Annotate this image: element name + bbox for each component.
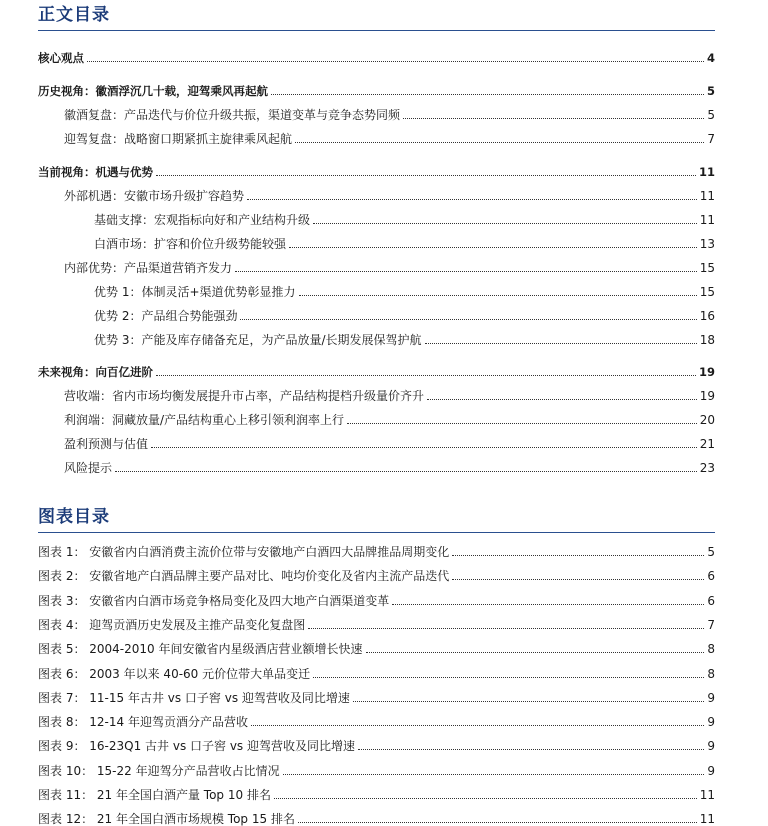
toc-entry[interactable] xyxy=(38,357,715,379)
dot-leader xyxy=(251,724,704,726)
entry-label: 徽酒复盘：产品迭代与价位升级共振，渠道变革与竞争态势同频 xyxy=(64,108,401,122)
entry-label: 优势 1：体制灵活+渠道优势彰显推力 xyxy=(94,285,296,299)
entry-label: 优势 3：产能及库存储备充足，为产品放量/长期发展保驾护航 xyxy=(94,333,422,347)
dot-leader xyxy=(425,342,697,344)
dot-leader xyxy=(156,374,696,376)
entry-page-number: 11 xyxy=(698,165,715,179)
entry-label: 利润端：洞藏放量/产品结构重心上移引领利润率上行 xyxy=(64,413,345,427)
dot-leader xyxy=(298,821,697,823)
entry-page-number: 15 xyxy=(699,261,715,275)
entry-page-number: 9 xyxy=(707,763,715,778)
entry-page-number: 18 xyxy=(699,333,715,347)
figure-entry[interactable] xyxy=(38,731,715,753)
entry-page-number: 16 xyxy=(699,309,715,323)
toc-entry[interactable] xyxy=(38,229,715,251)
entry-label: 图表 8： 12-14 年迎驾贡酒分产品营收 xyxy=(38,715,248,730)
entry-label: 核心观点 xyxy=(38,51,84,65)
entry-page-number: 5 xyxy=(707,108,715,122)
dot-leader xyxy=(235,270,697,272)
entry-label: 图表 5： 2004-2010 年间安徽省内星级酒店营业额增长快速 xyxy=(38,642,363,657)
dot-leader xyxy=(347,422,697,424)
entry-page-number: 11 xyxy=(699,788,715,802)
dot-leader xyxy=(392,603,704,605)
entry-page-number: 11 xyxy=(699,189,715,203)
entry-label: 图表 6： 2003 年以来 40-60 元价位带大单品变迁 xyxy=(38,666,311,681)
entry-page-number: 5 xyxy=(707,545,715,559)
entry-label: 未来视角：向百亿进阶 xyxy=(38,365,153,379)
dot-leader xyxy=(87,60,704,62)
dot-leader xyxy=(115,470,697,472)
entry-page-number: 9 xyxy=(707,690,715,705)
entry-label: 图表 11： 21 年全国白酒产量 Top 10 排名 xyxy=(38,788,271,802)
dot-leader xyxy=(358,748,704,750)
toc-entry[interactable] xyxy=(38,429,715,451)
dot-leader xyxy=(274,797,697,799)
entry-label: 盈利预测与估值 xyxy=(64,437,149,451)
entry-label: 图表 12： 21 年全国白酒市场规模 Top 15 排名 xyxy=(38,812,295,826)
toc-entry[interactable] xyxy=(38,76,715,98)
toc-entry[interactable] xyxy=(38,405,715,427)
figure-entry[interactable] xyxy=(38,780,715,802)
entry-label: 白酒市场：扩容和价位升级势能较强 xyxy=(94,237,287,251)
entry-page-number: 7 xyxy=(707,617,715,632)
dot-leader xyxy=(313,676,704,678)
toc-entry[interactable] xyxy=(38,205,715,227)
dot-leader xyxy=(289,246,697,248)
dot-leader xyxy=(247,198,697,200)
entry-page-number: 8 xyxy=(707,642,715,657)
entry-label: 外部机遇：安徽市场升级扩容趋势 xyxy=(64,189,245,203)
entry-page-number: 11 xyxy=(699,213,715,227)
dot-leader xyxy=(452,578,704,580)
entry-label: 图表 9： 16-23Q1 古井 vs 口子窖 vs 迎驾营收及同比增速 xyxy=(38,739,355,754)
entry-label: 基础支撑：宏观指标向好和产业结构升级 xyxy=(94,213,311,227)
toc-entry[interactable] xyxy=(38,157,715,179)
entry-page-number: 4 xyxy=(706,51,715,65)
entry-label: 图表 3： 安徽省内白酒市场竞争格局变化及四大地产白酒渠道变革 xyxy=(38,593,390,608)
entry-label: 内部优势：产品渠道营销齐发力 xyxy=(64,261,233,275)
toc-entry[interactable] xyxy=(38,100,715,122)
toc-entry[interactable] xyxy=(38,325,715,347)
entry-page-number: 5 xyxy=(706,84,715,98)
dot-leader xyxy=(156,174,696,176)
entry-label: 图表 10： 15-22 年迎驾分产品营收占比情况 xyxy=(38,763,280,778)
figure-entry[interactable] xyxy=(38,707,715,729)
dot-leader xyxy=(403,117,704,119)
toc-section-title: 正文目录 xyxy=(38,5,110,25)
toc-entry[interactable] xyxy=(38,453,715,475)
toc-entry[interactable] xyxy=(38,253,715,275)
toc-entry[interactable] xyxy=(38,301,715,323)
dot-leader xyxy=(313,222,697,224)
figure-entry[interactable] xyxy=(38,683,715,705)
entry-page-number: 9 xyxy=(707,715,715,730)
figures-section-title: 图表目录 xyxy=(38,507,110,527)
figure-entry[interactable] xyxy=(38,610,715,632)
toc-entry[interactable] xyxy=(38,43,715,65)
entry-page-number: 15 xyxy=(699,285,715,299)
entry-label: 优势 2：产品组合势能强劲 xyxy=(94,309,238,323)
dot-leader xyxy=(452,554,704,556)
entry-label: 图表 1： 安徽省内白酒消费主流价位带与安徽地产白酒四大品牌推品周期变化 xyxy=(38,545,450,559)
dot-leader xyxy=(427,398,697,400)
toc-entry[interactable] xyxy=(38,381,715,403)
entry-page-number: 9 xyxy=(707,739,715,754)
entry-page-number: 20 xyxy=(699,413,715,427)
figures-divider xyxy=(38,532,715,533)
entry-label: 迎驾复盘：战略窗口期紧抓主旋律乘风起航 xyxy=(64,132,293,146)
dot-leader xyxy=(366,651,705,653)
dot-leader xyxy=(353,700,704,702)
figure-entry[interactable] xyxy=(38,537,715,559)
entry-page-number: 8 xyxy=(707,666,715,681)
toc-entry[interactable] xyxy=(38,277,715,299)
figure-entry[interactable] xyxy=(38,561,715,583)
entry-label: 图表 7： 11-15 年古井 vs 口子窖 vs 迎驾营收及同比增速 xyxy=(38,690,350,705)
entry-page-number: 23 xyxy=(699,461,715,475)
entry-page-number: 7 xyxy=(707,132,715,146)
figure-entry[interactable] xyxy=(38,586,715,608)
entry-page-number: 6 xyxy=(707,593,715,608)
toc-entry[interactable] xyxy=(38,181,715,203)
entry-label: 风险提示 xyxy=(64,461,113,475)
dot-leader xyxy=(299,294,697,296)
figure-entry[interactable] xyxy=(38,756,715,778)
entry-page-number: 13 xyxy=(699,237,715,251)
entry-label: 当前视角：机遇与优势 xyxy=(38,165,153,179)
dot-leader xyxy=(283,773,705,775)
toc-entry[interactable] xyxy=(38,124,715,146)
dot-leader xyxy=(151,446,697,448)
dot-leader xyxy=(295,141,704,143)
figure-entry[interactable] xyxy=(38,659,715,681)
dot-leader xyxy=(308,627,704,629)
dot-leader xyxy=(271,93,704,95)
dot-leader xyxy=(240,318,696,320)
figure-entry[interactable] xyxy=(38,804,715,826)
entry-page-number: 19 xyxy=(699,389,715,403)
entry-label: 营收端：省内市场均衡发展提升市占率，产品结构提档升级量价齐升 xyxy=(64,389,425,403)
entry-page-number: 21 xyxy=(699,437,715,451)
entry-label: 图表 2： 安徽省地产白酒品牌主要产品对比、吨均价变化及省内主流产品迭代 xyxy=(38,569,450,584)
entry-page-number: 11 xyxy=(699,812,715,826)
entry-page-number: 6 xyxy=(707,569,715,584)
entry-label: 图表 4： 迎驾贡酒历史发展及主推产品变化复盘图 xyxy=(38,617,306,632)
entry-page-number: 19 xyxy=(698,365,715,379)
toc-divider xyxy=(38,30,715,31)
figure-entry[interactable] xyxy=(38,634,715,656)
entry-label: 历史视角：徽酒浮沉几十载，迎驾乘风再起航 xyxy=(38,84,268,98)
